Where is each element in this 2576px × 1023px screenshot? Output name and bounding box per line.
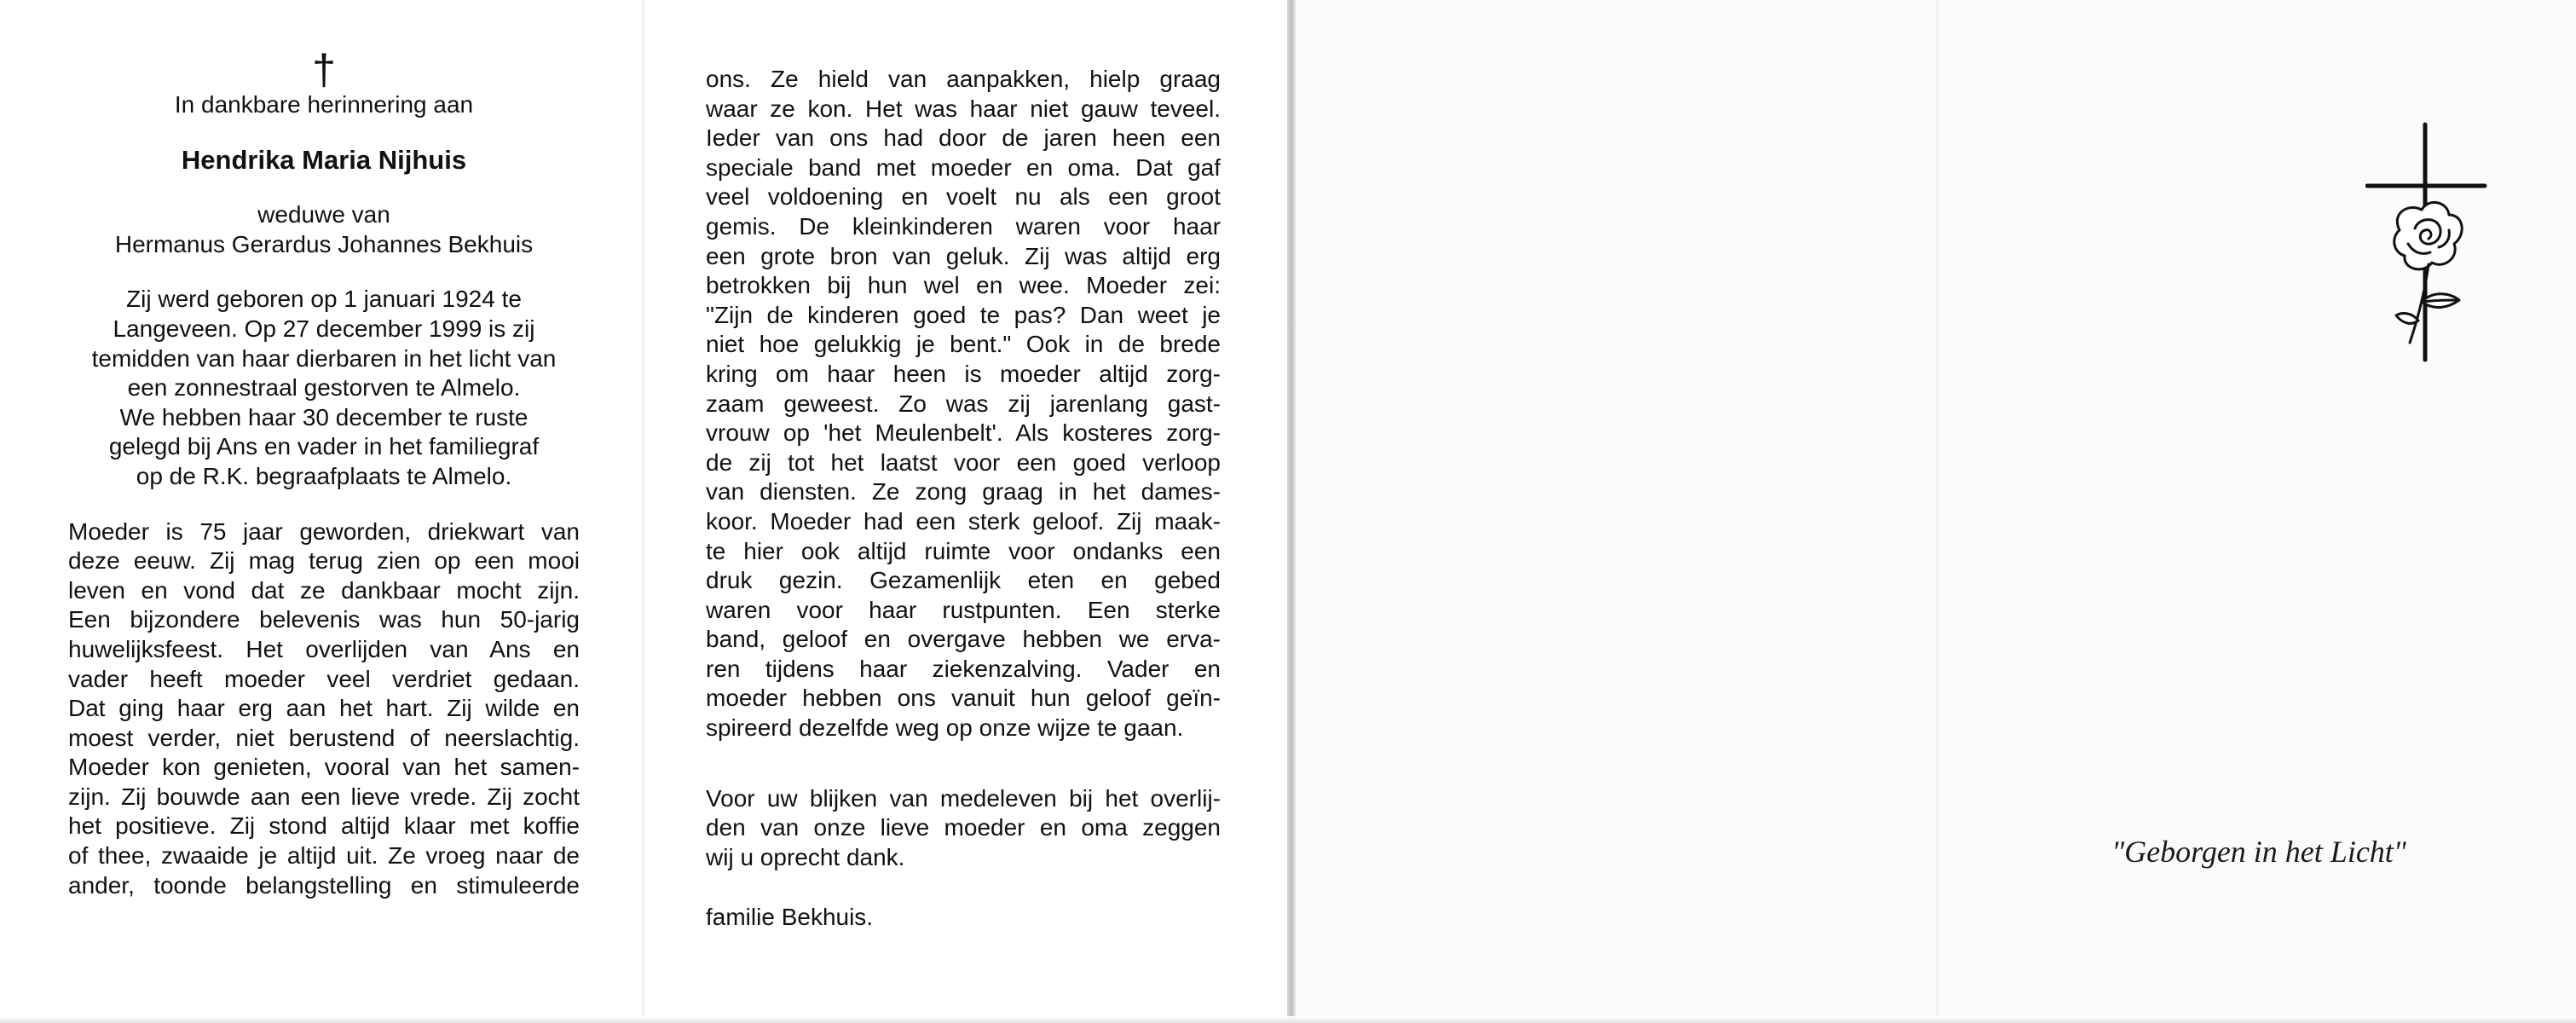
text-line: veel voldoening en voelt nu als een groot (706, 183, 1221, 211)
text-line: zijn. Zij bouwde aan een lieve vrede. Zij zocht (68, 783, 580, 810)
deceased-name: Hendrika Maria Nijhuis (181, 144, 467, 175)
text-line: de zij tot het laatst voor een goed verloop (706, 448, 1221, 476)
text-line: Dat ging haar erg aan het hart. Zij wilde en (68, 695, 580, 722)
text-line: "Zijn de kinderen goed te pas? Dan weet je (706, 301, 1221, 328)
text-line: leven en vond dat ze dankbaar mocht zijn. (68, 576, 580, 604)
text-line: Moeder kon genieten, vooral van het samen- (68, 754, 580, 781)
outer-fold-crease (1935, 0, 1940, 1023)
text-line: waren voor haar rustpunten. Een sterke (706, 596, 1221, 623)
motto-text: "Geborgen in het Licht" (2111, 835, 2406, 869)
text-line: vader heeft moeder veel verdriet gedaan. (68, 665, 580, 692)
text-line: een grote bron van geluk. Zij was altijd erg (706, 242, 1221, 269)
text-line: Moeder is 75 jaar geworden, driekwart van (68, 517, 580, 545)
text-line: ren tijdens haar ziekenzalving. Vader en (706, 655, 1221, 682)
text-line: deze eeuw. Zij mag terug zien op een mooi (68, 547, 580, 575)
card-page-2 (706, 65, 1221, 933)
text-line: gelegd bij Ans en vader in het familiegraf (108, 433, 540, 460)
text-line: Ieder van ons had door de jaren heen een (706, 124, 1221, 152)
text-line: spireerd dezelfde weg op onze wijze te gaan. (706, 714, 1184, 742)
family-signature: familie Bekhuis. (706, 904, 874, 931)
sheet-divider (1287, 0, 1296, 1023)
text-line: We hebben haar 30 december te ruste (119, 403, 528, 431)
widow-line: weduwe van (257, 201, 390, 228)
text-line: te hier ook altijd ruimte voor ondanks een (706, 537, 1221, 564)
widow-block (68, 200, 580, 259)
text-line: den van onze lieve moeder en oma zeggen (706, 814, 1221, 841)
text-line: moest verder, niet berustend of neerslachtig. (68, 724, 580, 751)
text-line: Voor uw blijken van medeleven bij het overlij- (706, 784, 1221, 812)
text-line: op de R.K. begraafplaats te Almelo. (136, 462, 512, 489)
text-line: gemis. De kleinkinderen waren voor haar (706, 212, 1221, 240)
text-line: ons. Ze hield van aanpakken, hielp graag (706, 66, 1221, 92)
text-line: waar ze kon. Het was haar niet gauw teveel. (706, 95, 1221, 122)
inner-fold-crease (641, 0, 646, 1023)
biography-continued (706, 65, 1221, 743)
text-line: betrokken bij hun wel en wee. Moeder zei: (706, 272, 1221, 299)
scan-bottom-edge (0, 1016, 2576, 1023)
widow-line: Hermanus Gerardus Johannes Bekhuis (114, 230, 534, 257)
life-dates-block (68, 285, 580, 491)
biography-paragraph (68, 517, 580, 901)
intro-text: In dankbare herinnering aan (174, 91, 474, 118)
small-cross-icon: † (312, 46, 336, 94)
text-line: kring om haar heen is moeder altijd zorg- (706, 360, 1221, 387)
text-line: wij u oprecht dank. (706, 843, 905, 870)
text-line: druk gezin. Gezamenlijk eten en gebed (706, 567, 1221, 594)
text-line: zaam geweest. Zo was zij jarenlang gast- (706, 390, 1221, 417)
text-line: van diensten. Ze zong graag in het dames- (706, 478, 1221, 506)
cross-with-rose-icon (2365, 119, 2493, 375)
text-line: vrouw op 'het Meulenbelt'. Als kosteres zorg- (706, 419, 1221, 447)
text-line: band, geloof en overgave hebben we erva- (706, 626, 1221, 653)
text-line: Een bijzondere belevenis was hun 50-jarig (68, 606, 580, 633)
thanks-paragraph (706, 784, 1221, 873)
text-line: Langeveen. Op 27 december 1999 is zij (113, 315, 535, 342)
text-line: temidden van haar dierbaren in het licht van (91, 344, 557, 372)
text-line: Zij werd geboren op 1 januari 1924 te (126, 286, 522, 313)
text-line: ander, toonde belangstelling en stimuleerde (68, 871, 580, 899)
text-line: speciale band met moeder en oma. Dat gaf (706, 153, 1221, 181)
text-line: een zonnestraal gestorven te Almelo. (127, 374, 521, 402)
text-line: koor. Moeder had een sterk geloof. Zij maak- (706, 507, 1221, 535)
text-line: huwelijksfeest. Het overlijden van Ans en (68, 635, 580, 662)
card-page-1 (68, 46, 580, 900)
text-line: niet hoe gelukkig je bent." Ook in de brede (706, 331, 1221, 358)
text-line: het positieve. Zij stond altijd klaar met koffie (68, 812, 580, 840)
text-line: of thee, zwaaide je altijd uit. Ze vroeg naar de (68, 842, 580, 870)
text-line: moeder hebben ons vanuit hun geloof geïn- (706, 685, 1221, 712)
